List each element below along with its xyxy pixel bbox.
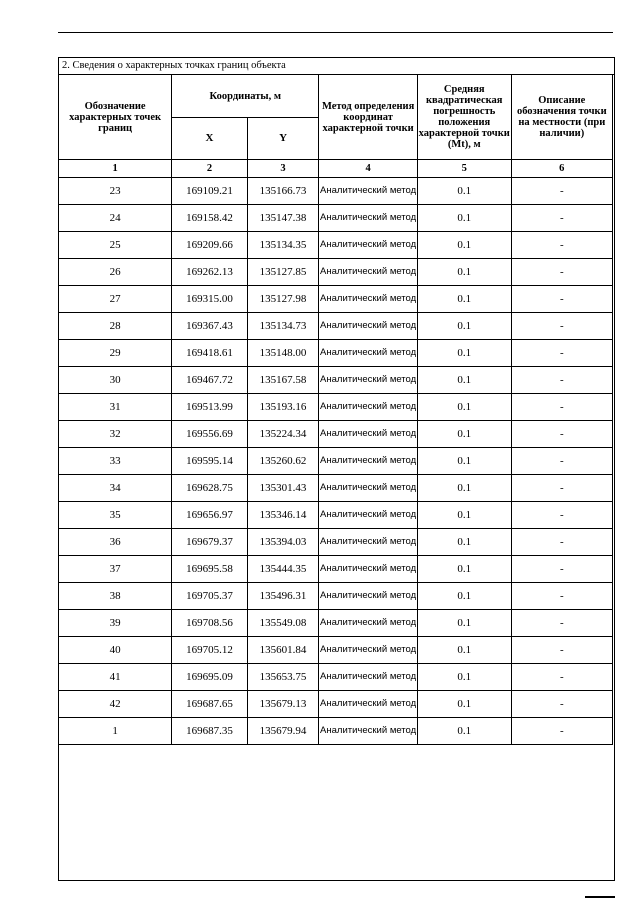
y-coordinate-cell: 135147.38	[247, 205, 319, 232]
accuracy-cell: 0.1	[417, 178, 511, 205]
description-cell: -	[511, 664, 612, 691]
y-coordinate-cell: 135167.58	[247, 367, 319, 394]
x-coordinate-cell: 169158.42	[172, 205, 248, 232]
point-cell: 27	[59, 286, 172, 313]
accuracy-cell: 0.1	[417, 205, 511, 232]
table-row	[59, 421, 613, 448]
method-cell: Аналитический метод	[319, 502, 418, 529]
point-cell: 35	[59, 502, 172, 529]
table-row	[59, 502, 613, 529]
accuracy-cell: 0.1	[417, 367, 511, 394]
x-coordinate-cell: 169656.97	[172, 502, 248, 529]
accuracy-cell: 0.1	[417, 232, 511, 259]
table-row	[59, 529, 613, 556]
section-title: 2. Сведения о характерных точках границ объекта	[59, 58, 614, 75]
method-cell: Аналитический метод	[319, 421, 418, 448]
table-row	[59, 394, 613, 421]
boundary-points-table	[58, 74, 613, 745]
header-accuracy: Средняя квадратическая погрешность положения характерной точки (Mt), м	[417, 75, 511, 160]
y-coordinate-cell: 135127.85	[247, 259, 319, 286]
table-row	[59, 232, 613, 259]
method-cell: Аналитический метод	[319, 448, 418, 475]
accuracy-cell: 0.1	[417, 610, 511, 637]
x-coordinate-cell: 169595.14	[172, 448, 248, 475]
method-cell: Аналитический метод	[319, 340, 418, 367]
point-cell: 32	[59, 421, 172, 448]
x-coordinate-cell: 169695.58	[172, 556, 248, 583]
x-coordinate-cell: 169209.66	[172, 232, 248, 259]
header-coordinates: Координаты, м	[172, 75, 319, 118]
x-coordinate-cell: 169315.00	[172, 286, 248, 313]
description-cell: -	[511, 205, 612, 232]
description-cell: -	[511, 718, 612, 745]
x-coordinate-cell: 169679.37	[172, 529, 248, 556]
description-cell: -	[511, 421, 612, 448]
description-cell: -	[511, 286, 612, 313]
table-row	[59, 448, 613, 475]
header-y: Y	[247, 118, 319, 160]
description-cell: -	[511, 394, 612, 421]
header-description: Описание обозначения точки на местности (при наличии)	[511, 75, 612, 160]
x-coordinate-cell: 169687.65	[172, 691, 248, 718]
description-cell: -	[511, 610, 612, 637]
table-row	[59, 475, 613, 502]
method-cell: Аналитический метод	[319, 475, 418, 502]
column-number: 3	[247, 160, 319, 178]
x-coordinate-cell: 169708.56	[172, 610, 248, 637]
point-cell: 42	[59, 691, 172, 718]
table-row	[59, 637, 613, 664]
x-coordinate-cell: 169705.12	[172, 637, 248, 664]
point-cell: 23	[59, 178, 172, 205]
description-cell: -	[511, 367, 612, 394]
description-cell: -	[511, 178, 612, 205]
accuracy-cell: 0.1	[417, 286, 511, 313]
table-row	[59, 718, 613, 745]
x-coordinate-cell: 169628.75	[172, 475, 248, 502]
table-row	[59, 610, 613, 637]
accuracy-cell: 0.1	[417, 556, 511, 583]
description-cell: -	[511, 259, 612, 286]
point-cell: 31	[59, 394, 172, 421]
x-coordinate-cell: 169367.43	[172, 313, 248, 340]
header-point-designation: Обозначение характерных точек границ	[59, 75, 172, 160]
point-cell: 34	[59, 475, 172, 502]
table-row	[59, 367, 613, 394]
top-divider	[58, 32, 613, 33]
description-cell: -	[511, 448, 612, 475]
point-cell: 39	[59, 610, 172, 637]
point-cell: 24	[59, 205, 172, 232]
point-cell: 40	[59, 637, 172, 664]
y-coordinate-cell: 135346.14	[247, 502, 319, 529]
y-coordinate-cell: 135444.35	[247, 556, 319, 583]
x-coordinate-cell: 169467.72	[172, 367, 248, 394]
x-coordinate-cell: 169695.09	[172, 664, 248, 691]
method-cell: Аналитический метод	[319, 529, 418, 556]
x-coordinate-cell: 169705.37	[172, 583, 248, 610]
accuracy-cell: 0.1	[417, 340, 511, 367]
table-row	[59, 259, 613, 286]
point-cell: 36	[59, 529, 172, 556]
accuracy-cell: 0.1	[417, 421, 511, 448]
table-row	[59, 178, 613, 205]
y-coordinate-cell: 135679.94	[247, 718, 319, 745]
description-cell: -	[511, 691, 612, 718]
y-coordinate-cell: 135148.00	[247, 340, 319, 367]
point-cell: 28	[59, 313, 172, 340]
y-coordinate-cell: 135193.16	[247, 394, 319, 421]
header-method: Метод определения координат характерной точки	[319, 75, 418, 160]
description-cell: -	[511, 313, 612, 340]
method-cell: Аналитический метод	[319, 556, 418, 583]
y-coordinate-cell: 135260.62	[247, 448, 319, 475]
y-coordinate-cell: 135394.03	[247, 529, 319, 556]
x-coordinate-cell: 169262.13	[172, 259, 248, 286]
accuracy-cell: 0.1	[417, 583, 511, 610]
accuracy-cell: 0.1	[417, 394, 511, 421]
column-number: 6	[511, 160, 612, 178]
accuracy-cell: 0.1	[417, 448, 511, 475]
x-coordinate-cell: 169418.61	[172, 340, 248, 367]
table-row	[59, 664, 613, 691]
y-coordinate-cell: 135549.08	[247, 610, 319, 637]
point-cell: 30	[59, 367, 172, 394]
point-cell: 38	[59, 583, 172, 610]
table-row	[59, 286, 613, 313]
table-row	[59, 205, 613, 232]
description-cell: -	[511, 340, 612, 367]
column-numbers-row	[59, 160, 613, 178]
table-row	[59, 340, 613, 367]
accuracy-cell: 0.1	[417, 664, 511, 691]
column-number: 4	[319, 160, 418, 178]
accuracy-cell: 0.1	[417, 259, 511, 286]
point-cell: 25	[59, 232, 172, 259]
method-cell: Аналитический метод	[319, 367, 418, 394]
table-row	[59, 556, 613, 583]
accuracy-cell: 0.1	[417, 718, 511, 745]
column-number: 1	[59, 160, 172, 178]
accuracy-cell: 0.1	[417, 691, 511, 718]
accuracy-cell: 0.1	[417, 475, 511, 502]
method-cell: Аналитический метод	[319, 583, 418, 610]
method-cell: Аналитический метод	[319, 691, 418, 718]
method-cell: Аналитический метод	[319, 718, 418, 745]
method-cell: Аналитический метод	[319, 313, 418, 340]
table-row	[59, 691, 613, 718]
document-frame	[58, 57, 615, 881]
header-x: X	[172, 118, 248, 160]
method-cell: Аналитический метод	[319, 178, 418, 205]
y-coordinate-cell: 135166.73	[247, 178, 319, 205]
method-cell: Аналитический метод	[319, 637, 418, 664]
column-number: 2	[172, 160, 248, 178]
y-coordinate-cell: 135127.98	[247, 286, 319, 313]
point-cell: 26	[59, 259, 172, 286]
accuracy-cell: 0.1	[417, 313, 511, 340]
accuracy-cell: 0.1	[417, 502, 511, 529]
point-cell: 41	[59, 664, 172, 691]
table-row	[59, 583, 613, 610]
accuracy-cell: 0.1	[417, 529, 511, 556]
point-cell: 33	[59, 448, 172, 475]
description-cell: -	[511, 529, 612, 556]
point-cell: 37	[59, 556, 172, 583]
method-cell: Аналитический метод	[319, 610, 418, 637]
y-coordinate-cell: 135224.34	[247, 421, 319, 448]
description-cell: -	[511, 556, 612, 583]
y-coordinate-cell: 135301.43	[247, 475, 319, 502]
column-number: 5	[417, 160, 511, 178]
y-coordinate-cell: 135653.75	[247, 664, 319, 691]
description-cell: -	[511, 637, 612, 664]
accuracy-cell: 0.1	[417, 637, 511, 664]
description-cell: -	[511, 583, 612, 610]
method-cell: Аналитический метод	[319, 232, 418, 259]
x-coordinate-cell: 169109.21	[172, 178, 248, 205]
method-cell: Аналитический метод	[319, 205, 418, 232]
description-cell: -	[511, 232, 612, 259]
description-cell: -	[511, 475, 612, 502]
method-cell: Аналитический метод	[319, 286, 418, 313]
x-coordinate-cell: 169687.35	[172, 718, 248, 745]
y-coordinate-cell: 135134.73	[247, 313, 319, 340]
description-cell: -	[511, 502, 612, 529]
method-cell: Аналитический метод	[319, 394, 418, 421]
method-cell: Аналитический метод	[319, 664, 418, 691]
y-coordinate-cell: 135134.35	[247, 232, 319, 259]
method-cell: Аналитический метод	[319, 259, 418, 286]
page-corner-mark	[585, 896, 615, 898]
y-coordinate-cell: 135601.84	[247, 637, 319, 664]
y-coordinate-cell: 135496.31	[247, 583, 319, 610]
y-coordinate-cell: 135679.13	[247, 691, 319, 718]
x-coordinate-cell: 169556.69	[172, 421, 248, 448]
point-cell: 29	[59, 340, 172, 367]
table-row	[59, 313, 613, 340]
point-cell: 1	[59, 718, 172, 745]
x-coordinate-cell: 169513.99	[172, 394, 248, 421]
